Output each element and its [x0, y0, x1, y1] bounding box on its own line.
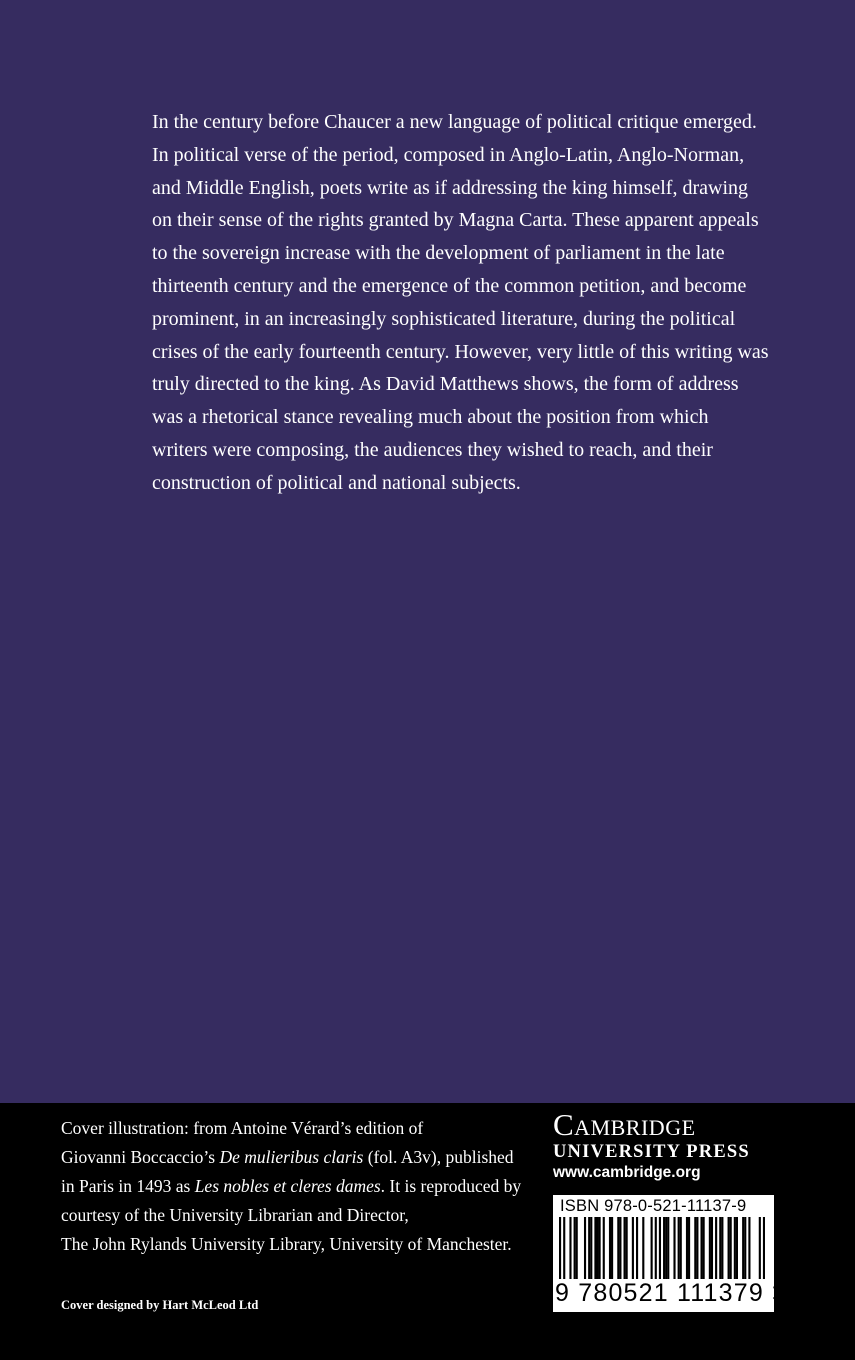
- barcode-bar: [665, 1217, 667, 1279]
- barcode-bar: [588, 1217, 590, 1279]
- barcode-digits: 9 780521 111379 >: [555, 1279, 788, 1307]
- barcode-bar: [559, 1217, 561, 1279]
- barcode-bar: [688, 1217, 690, 1279]
- barcode-bar: [642, 1217, 644, 1279]
- barcode-bar: [721, 1217, 723, 1279]
- barcode-bar: [715, 1217, 717, 1279]
- barcode-bar: [694, 1217, 696, 1279]
- publisher-subtitle: UNIVERSITY PRESS: [553, 1142, 750, 1162]
- barcode-bar: [659, 1217, 661, 1279]
- barcode-bar: [609, 1217, 611, 1279]
- barcode-bar: [730, 1217, 732, 1279]
- barcode-bar: [734, 1217, 736, 1279]
- barcode-bar: [599, 1217, 601, 1279]
- barcode-bar: [742, 1217, 744, 1279]
- barcode-bar: [686, 1217, 688, 1279]
- credit-line: Cover illustration: from Antoine Vérard’s edition of: [61, 1118, 424, 1138]
- isbn-label: ISBN 978-0-521-11137-9: [560, 1197, 747, 1215]
- barcode-bar: [590, 1217, 592, 1279]
- blurb-line: to the sovereign increase with the development of parliament in the late: [152, 242, 725, 265]
- book-title-italic: De mulieribus claris: [219, 1147, 364, 1167]
- back-cover-blurb: [152, 106, 792, 500]
- blurb-line: writers were composing, the audiences they wished to reach, and their: [152, 438, 713, 461]
- barcode-bar: [759, 1217, 761, 1279]
- barcode-bar: [594, 1217, 596, 1279]
- credit-text: . It is reproduced by: [380, 1176, 522, 1196]
- barcode-bar: [748, 1217, 750, 1279]
- barcode-bar: [696, 1217, 698, 1279]
- barcode-bar: [651, 1217, 653, 1279]
- barcode-bars: [559, 1217, 765, 1279]
- barcode-bar: [563, 1217, 565, 1279]
- barcode-bar: [719, 1217, 721, 1279]
- barcode-bar: [667, 1217, 669, 1279]
- barcode-bar: [728, 1217, 730, 1279]
- barcode-bar: [596, 1217, 598, 1279]
- barcode-bar: [603, 1217, 605, 1279]
- blurb-line: crises of the early fourteenth century. However, very little of this writing was: [152, 340, 769, 363]
- blurb-line: and Middle English, poets write as if addressing the king himself, drawing: [152, 176, 749, 199]
- blurb-line: In the century before Chaucer a new language of political critique emerged.: [152, 111, 757, 133]
- barcode-bar: [763, 1217, 765, 1279]
- barcode-bar: [569, 1217, 571, 1279]
- barcode-bar: [624, 1217, 626, 1279]
- barcode-bar: [655, 1217, 657, 1279]
- barcode-bar: [700, 1217, 702, 1279]
- credit-line: [61, 1143, 541, 1172]
- blurb-line: was a rhetorical stance revealing much about the position from which: [152, 406, 709, 429]
- barcode-bar: [663, 1217, 665, 1279]
- blurb-line: truly directed to the king. As David Matthews shows, the form of address: [152, 373, 739, 396]
- cover-illustration-credit: [61, 1114, 541, 1259]
- publisher-name: Cambridge: [553, 1107, 696, 1142]
- credit-line: The John Rylands University Library, University of Manchester.: [61, 1234, 512, 1254]
- barcode-bar: [703, 1217, 705, 1279]
- barcode-bar: [632, 1217, 634, 1279]
- barcode-bar: [680, 1217, 682, 1279]
- barcode-bar: [744, 1217, 746, 1279]
- barcode-bar: [711, 1217, 713, 1279]
- barcode-bar: [584, 1217, 586, 1279]
- publisher-url: www.cambridge.org: [553, 1164, 701, 1181]
- barcode-bar: [619, 1217, 621, 1279]
- blurb-line: construction of political and national subjects.: [152, 471, 521, 494]
- credit-line: courtesy of the University Librarian and Director,: [61, 1205, 409, 1225]
- barcode-bar: [574, 1217, 576, 1279]
- barcode-bar: [611, 1217, 613, 1279]
- credit-text: in Paris in 1493 as: [61, 1176, 195, 1196]
- barcode-bar: [673, 1217, 675, 1279]
- barcode-bar: [736, 1217, 738, 1279]
- credit-line: [61, 1172, 541, 1201]
- blurb-line: prominent, in an increasingly sophisticated literature, during the political: [152, 307, 736, 330]
- book-title-italic: Les nobles et cleres dames: [194, 1176, 381, 1196]
- barcode-bar: [636, 1217, 638, 1279]
- barcode-bar: [709, 1217, 711, 1279]
- barcode-bar: [617, 1217, 619, 1279]
- credit-text: (fol. A3v), published: [363, 1147, 514, 1167]
- blurb-line: thirteenth century and the emergence of the common petition, and become: [152, 274, 747, 297]
- isbn-barcode: [553, 1195, 788, 1312]
- blurb-line: In political verse of the period, composed in Anglo-Latin, Anglo-Norman,: [152, 143, 745, 166]
- credit-text: Giovanni Boccaccio’s: [61, 1147, 220, 1167]
- publisher-logo: [553, 1107, 783, 1184]
- barcode-bar: [626, 1217, 628, 1279]
- barcode-bar: [576, 1217, 578, 1279]
- barcode-bar: [678, 1217, 680, 1279]
- cover-designer-credit: Cover designed by Hart McLeod Ltd: [61, 1298, 259, 1312]
- blurb-line: on their sense of the rights granted by Magna Carta. These apparent appeals: [152, 209, 759, 232]
